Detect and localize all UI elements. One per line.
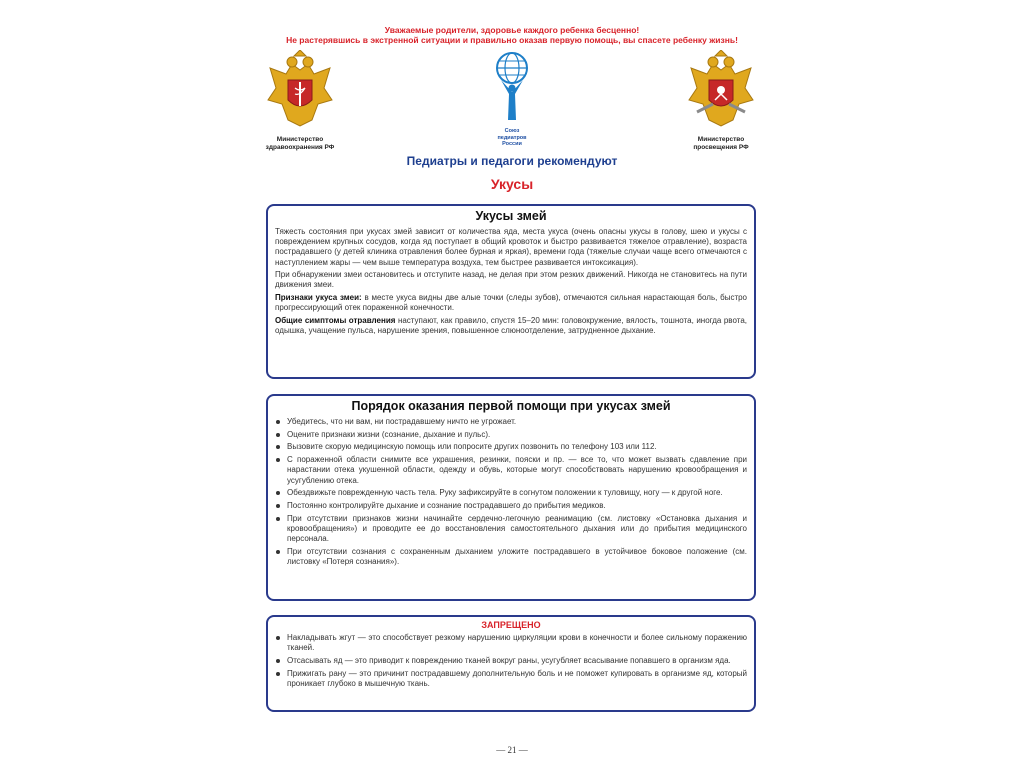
bullet-icon	[276, 433, 280, 437]
first-aid-list	[268, 417, 754, 567]
right-caption-line-2: просвещения РФ	[693, 144, 749, 151]
poison-symptoms-label: Общие симптомы отравления	[275, 315, 396, 325]
snake-bites-paragraph-1: Тяжесть состояния при укусах змей зависит от количества яда, места укуса (очень опасны укусы в голову, шею и укусы с повреждением крупных сосудов, когда яд поступает в общий кровоток и быстро развивается тяжелое отравление), возраста пострадавшего (у детей клиника отравления более бурная и яркая), времени года (тяжелые случаи чаще всего отмечаются с наступлением жары — чем выше температура воздуха, тем быстрее развивается интоксикация).	[275, 227, 747, 267]
prohibited-panel	[266, 615, 756, 712]
bullet-icon	[276, 550, 280, 554]
center-logo-caption	[487, 128, 537, 148]
left-emblem-caption	[255, 136, 345, 152]
list-item	[276, 547, 747, 567]
page-title: Укусы	[490, 176, 534, 192]
center-caption-line-2: педиатров	[497, 134, 527, 141]
bullet-icon	[276, 672, 280, 676]
list-item	[276, 514, 747, 545]
list-item-text: Убедитесь, что ни вам, ни пострадавшему ничто не угрожает.	[287, 417, 517, 426]
bullet-icon	[276, 659, 280, 663]
prohibited-list	[268, 633, 754, 689]
list-item	[276, 501, 747, 511]
list-item-text: С пораженной области снимите все украшения, резинки, пояски и пр. — все то, что может вызвать сдавление при нарастании отека укушенной области, одежду и обувь, которые могут способствовать нарушению кровообращения и усугублению отека.	[287, 455, 747, 485]
list-item-text: Прижигать рану — это причинит пострадавшему дополнительную боль и не поможет купировать в организме яд, который проникает глубоко в мышечную ткань.	[287, 668, 747, 688]
list-item	[276, 488, 747, 498]
list-item-text: Оцените признаки жизни (сознание, дыхание и пульс).	[287, 429, 491, 439]
right-emblem-caption	[676, 136, 766, 152]
bite-signs-label: Признаки укуса змеи:	[275, 293, 362, 302]
bullet-icon	[276, 491, 280, 495]
snake-bites-paragraph-4	[275, 316, 747, 336]
bullet-icon	[276, 517, 280, 521]
list-item	[276, 455, 747, 486]
snake-bites-paragraph-2: При обнаружении змеи остановитесь и отступите назад, не делая при этом резких движений. Никогда не становитесь на пути движения змеи.	[275, 270, 747, 290]
list-item-text: Накладывать жгут — это способствует резкому нарушению циркуляции крови в конечности и более сильному поражению тканей.	[287, 633, 747, 653]
left-caption-line-1: Министерство	[276, 136, 324, 143]
union-of-pediatricians-logo	[489, 50, 535, 128]
list-item	[276, 669, 747, 689]
bullet-icon	[276, 636, 280, 640]
list-item-text: Обездвижьте поврежденную часть тела. Руку зафиксируйте в согнутом положении к туловищу, ногу — к другой ноге.	[287, 488, 723, 498]
bullet-icon	[276, 445, 280, 449]
right-caption-line-1: Министерство	[697, 136, 745, 143]
center-caption-line-1: Союз	[504, 128, 520, 134]
snake-bites-body	[268, 227, 754, 336]
page-subtitle: Педиатры и педагоги рекомендуют	[406, 154, 618, 168]
first-aid-panel	[266, 394, 756, 601]
list-item	[276, 656, 747, 666]
list-item-text: Отсасывать яд — это приводит к повреждению тканей вокруг раны, усугубляет всасывание попавшего в организм яда.	[287, 655, 731, 665]
page-number: — 21 —	[496, 745, 528, 755]
poison-symptoms-text: наступают, как правило, спустя 15–20 мин: головокружение, вялость, тошнота, иногда рвота, одышка, учащение пульса, нарушение зрения, повышенное слюноотделение, затрудненное дыхание.	[275, 315, 747, 335]
list-item-text: Вызовите скорую медицинскую помощь или попросите других позвонить по телефону 103 или 112.	[287, 442, 657, 452]
center-caption-line-3: России	[502, 141, 522, 147]
header-line-1: Уважаемые родители, здоровье каждого ребенка бесценно!	[384, 25, 640, 35]
first-aid-title: Порядок оказания первой помощи при укусах змей	[351, 399, 671, 413]
list-item-text: При отсутствии признаков жизни начинайте сердечно-легочную реанимацию (см. листовку «Остановка дыхания и кровообращения») и проводите ее до восстановления самостоятельного дыхания или до прибытия медицинского персонала.	[287, 513, 747, 544]
bullet-icon	[276, 504, 280, 508]
header-line-2: Не растерявшись в экстренной ситуации и правильно оказав первую помощь, вы спасете ребенку жизнь!	[286, 35, 738, 45]
list-item-text: При отсутствии сознания с сохраненным дыханием уложите пострадавшего в устойчивое боковое положение (см. листовку «Потеря сознания»).	[287, 546, 747, 566]
coat-of-arms-health-icon	[262, 50, 338, 132]
list-item-text: Постоянно контролируйте дыхание и сознание пострадавшего до прибытия медиков.	[287, 500, 606, 510]
list-item	[276, 417, 747, 427]
bullet-icon	[276, 458, 280, 462]
left-caption-line-2: здравоохранения РФ	[265, 144, 335, 151]
snake-bites-title: Укусы змей	[475, 209, 547, 223]
bite-signs-text: в месте укуса видны две алые точки (следы зубов), отмечаются сильная нарастающая боль, быстро прогрессирующий отек пораженной конечности.	[275, 293, 748, 313]
snake-bites-paragraph-3	[275, 293, 747, 313]
list-item	[276, 442, 747, 452]
list-item	[276, 633, 747, 653]
list-item	[276, 430, 747, 440]
coat-of-arms-education-icon	[683, 50, 759, 132]
bullet-icon	[276, 420, 280, 424]
prohibited-title: ЗАПРЕЩЕНО	[481, 620, 541, 630]
snake-bites-panel	[266, 204, 756, 379]
